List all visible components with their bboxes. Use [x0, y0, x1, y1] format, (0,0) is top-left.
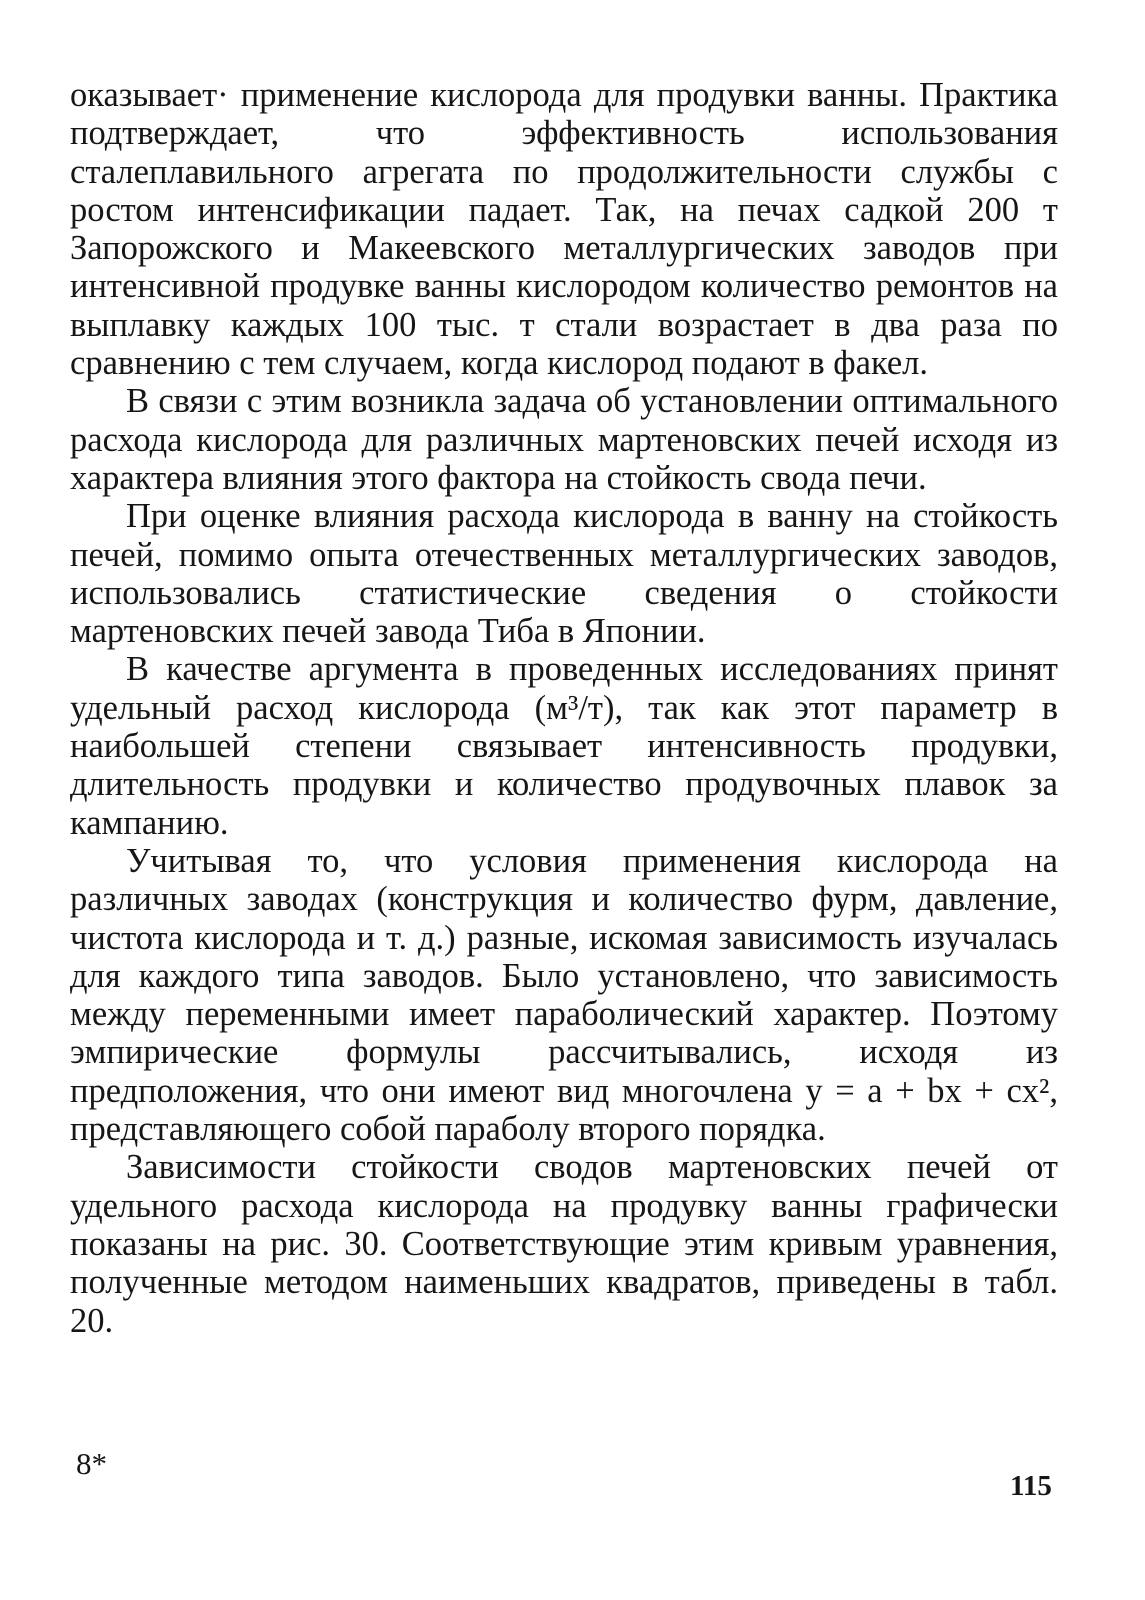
- signature-mark: 8*: [76, 1446, 107, 1481]
- paragraph-3: При оценке влияния расхода кислорода в ванну на стойкость печей, помимо опыта отечественных металлургических заводов, использовались статистические сведения о стойкости мартеновских печей завода Тиба в Японии.: [70, 497, 1058, 651]
- paragraph-5: Учитывая то, что условия применения кислорода на различных заводах (конструкция и количество фурм, давление, чистота кислорода и т. д.) разные, искомая зависимость изучалась для каждого типа заводов. Было установлено, что зависимость между переменными имеет параболический характер. Поэтому эмпирические формулы рассчитывались, исходя из предположения, что они имеют вид многочлена y = a + bx + cx², представляющего собой параболу второго порядка.: [70, 841, 1058, 1149]
- paragraph-6: Зависимости стойкости сводов мартеновских печей от удельного расхода кислорода на продувку ванны графически показаны на рис. 30. Соответствующие этим кривым уравнения, полученные методом наименьших квадратов, приведены в табл. 20.: [70, 1148, 1058, 1340]
- paragraph-1: оказывает· применение кислорода для продувки ванны. Практика подтверждает, что эффективность использования сталеплавильного агрегата по продолжительности службы с ростом интенсификации падает. Так, на печах садкой 200 т Запорожского и Макеевского металлургических заводов при интенсивной продувке ванны кислородом количество ремонтов на выплавку каждых 100 тыс. т стали возрастает в два раза по сравнению с тем случаем, когда кислород подают в факел.: [70, 76, 1058, 383]
- page-body: [70, 76, 1058, 1340]
- paragraph-4: В качестве аргумента в проведенных исследованиях принят удельный расход кислорода (м³/т), так как этот параметр в наибольшей степени связывает интенсивность продувки, длительность продувки и количество продувочных плавок за кампанию.: [70, 650, 1058, 842]
- paragraph-2: В связи с этим возникла задача об установлении оптимального расхода кислорода для различных мартеновских печей исходя из характера влияния этого фактора на стойкость свода печи.: [70, 382, 1058, 497]
- page-number: 115: [1010, 1470, 1052, 1502]
